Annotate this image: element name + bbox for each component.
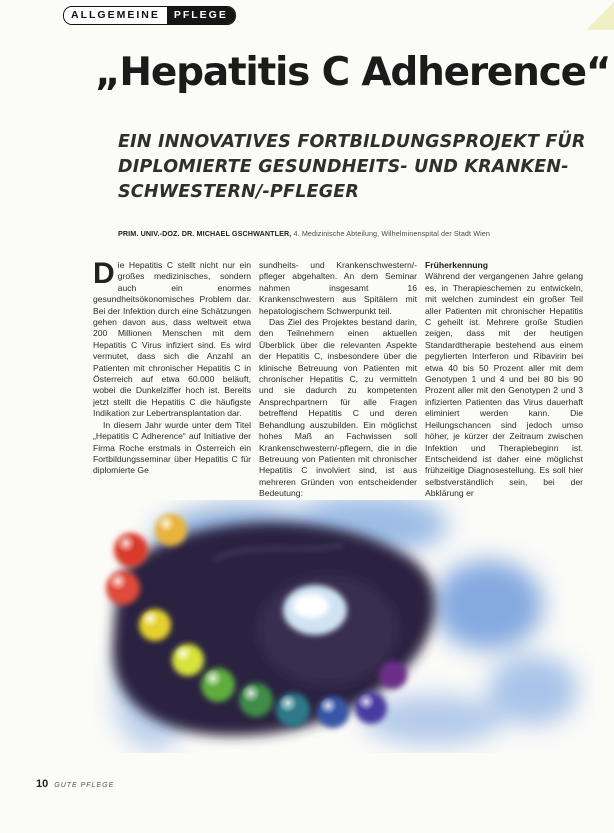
text-column-2	[259, 260, 417, 500]
page-footer	[36, 778, 114, 790]
category-label: ALLGEMEINE	[64, 7, 167, 24]
article-title: „Hepatitis C Adherence“	[95, 50, 611, 95]
section-label: PFLEGE	[167, 7, 235, 24]
dropcap: D	[93, 257, 115, 290]
page-number: 10	[36, 778, 49, 790]
subtitle-line: DIPLOMIERTE GESUNDHEITS- UND KRANKEN-	[118, 157, 569, 177]
text-column-1	[93, 257, 251, 477]
author-affiliation: 4. Medizinische Abteilung, Wilhelminenspital der Stadt Wien	[293, 229, 490, 238]
author-line	[118, 229, 608, 238]
paragraph: Das Ziel des Projektes bestand darin, den Teilnehmern einen aktuellen Überblick über die relevanten Aspekte der Hepatitis C, insbesondere über die klinische Betreuung von Patienten mit chronischer Hepatitis C, zu vermitteln und sie dadurch zu kompetenten Ansprechpartnern für alle Fragen betreffend Hepatitis C und deren Behandlung auszubilden. Ein möglichst hohes Maß an Fachwissen soll Krankenschwestern/-pflegern, die in die Betreuung von Patienten mit chronischer Hepatitis C involviert sind, ist aus mehreren Gründen von entscheidender Bedeutung:	[259, 317, 417, 499]
paragraph: In diesem Jahr wurde unter dem Titel „Hepatitis C Adherence“ auf Initiative der Firma Roche erstmals in Österreich ein Fortbildungsseminar über Hepatitis C für diplomierte Ge	[93, 419, 251, 476]
text-column-3	[425, 260, 583, 500]
section-heading: Früherkennung	[425, 260, 489, 270]
magazine-name: GUTE PFLEGE	[54, 782, 115, 789]
paragraph: sundheits- und Krankenschwestern/-pfleger abgehalten. An dem Seminar nahmen insgesamt 16 Krankenschwestern aus Spitälern mit hepatologischem Schwerpunkt teil.	[259, 260, 417, 316]
author-name: PRIM. UNIV.-DOZ. DR. MICHAEL GSCHWANTLER,	[118, 229, 292, 238]
section-tag	[63, 6, 236, 25]
paragraph-text: ie Hepatitis C stellt nicht nur ein großes medizinisches, sondern auch ein enormes gesundheitsökonomisches Problem dar. Bei der Infektion durch eine Schätzungen gehen davon aus, dass weltweit etwa 200 Millionen Menschen mit dem Hepatitis C Virus infiziert sind. Es wird vermutet, dass sich die Anzahl an Patienten mit chronischer Hepatitis C in Österreich auf etwa 60.000 beläuft, wobei die Dunkelziffer hoch ist. Bereits jetzt stellt die Hepatitis C die häufigste Indikation zur Lebertransplantation dar.	[93, 260, 251, 419]
page-corner-fold	[588, 0, 614, 30]
subtitle-line: EIN INNOVATIVES FORTBILDUNGSPROJEKT FÜR	[118, 132, 586, 152]
subtitle-line: SCHWESTERN/-PFLEGER	[118, 182, 360, 202]
article-subtitle	[118, 130, 598, 205]
paragraph: Während der vergangenen Jahre gelang es, in Therapieschemen zu entwickeln, mit welchen zumindest ein großer Teil aller Patienten mit chronischer Hepatitis C geheilt ist. Mehrere große Studien zeigen, dass mit der heutigen Standardtherapie bestehend aus einem pegylierten Interferon und Ribavirin bei etwa 40 bis 50 Prozent aller mit dem Genotypen 1 und 4 und bei 80 bis 90 Prozent aller mit den Genotypen 2 und 3 infizierten Patienten das Virus dauerhaft eliminiert werden kann. Die Heilungschancen sind jedoch umso höher, je kürzer der Zeitraum zwischen Infektion und Therapiebeginn ist. Entscheidend ist daher eine möglichst frühzeitige Diagnosestellung. Es soll hier selbstverständlich sein, bei der Abklärung er	[425, 271, 583, 499]
paint-palette-illustration	[93, 500, 595, 753]
paragraph	[93, 257, 251, 420]
